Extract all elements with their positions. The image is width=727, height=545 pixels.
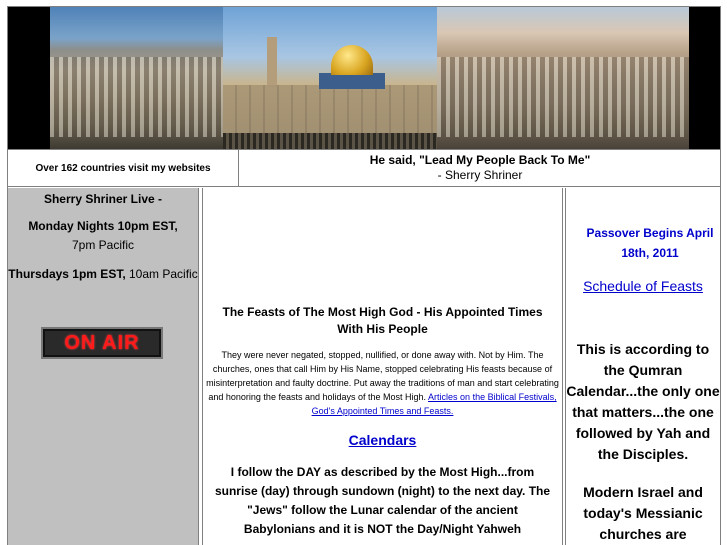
monday-schedule <box>8 217 198 255</box>
calendars-link[interactable]: Calendars <box>348 432 417 448</box>
passover-notice: Passover Begins April 18th, 2011 <box>586 226 714 260</box>
articles-link[interactable]: Articles on the Biblical Festivals, God's Appointed Times and Feasts. <box>311 392 557 416</box>
dome-base <box>319 73 385 89</box>
temple-mount-photo <box>223 7 437 149</box>
city-buildings-texture <box>437 57 689 137</box>
thursday-schedule <box>8 265 198 284</box>
schedule-of-feasts-link[interactable]: Schedule of Feasts <box>583 278 703 294</box>
tower <box>267 37 277 87</box>
live-show-title: Sherry Shriner Live - <box>43 192 163 206</box>
jerusalem-city-photo <box>50 7 223 149</box>
main-content <box>202 188 563 545</box>
crowd <box>223 133 437 149</box>
quote-block <box>240 150 720 186</box>
visits-counter-text: Over 162 countries visit my websites <box>8 150 239 186</box>
monday-pacific: 7pm Pacific <box>71 238 135 252</box>
golden-dome <box>331 45 373 75</box>
monday-time: Monday Nights 10pm EST, <box>28 219 178 233</box>
feasts-heading: The Feasts of The Most High God - His Appointed Times With His People <box>222 305 543 336</box>
thursday-time: Thursdays 1pm EST, <box>8 267 126 281</box>
on-air-button[interactable] <box>41 327 163 359</box>
header-banner <box>8 7 720 149</box>
feasts-body-text: They were never negated, stopped, nullified, or done away with. Not by Him. The churches, ones that call Him by His Name, stopped celebrating His feasts because of misinterpretation and faulty doctrine. Put away the traditions of man and start celebrating and honoring the feasts and holidays of the Most High. <box>206 350 559 402</box>
left-sidebar <box>8 188 199 545</box>
old-city-photo <box>437 7 689 149</box>
qumran-calendar-text: This is according to the Qumran Calendar...the only one that matters...the one followed by Yah and the Disciples. <box>566 341 720 462</box>
modern-israel-text: Modern Israel and today's Messianic churches are <box>583 484 703 542</box>
feasts-description <box>203 348 562 418</box>
day-follow-text: I follow the DAY as described by the Most High...from sunrise (day) through sundown (night) to the next day. The "Jews" follow the Lunar calendar of the ancient Babylonians and it is NOT the Day/Night Yahweh <box>214 465 551 536</box>
western-wall <box>223 85 437 135</box>
thursday-pacific: 10am Pacific <box>129 267 198 281</box>
quote-text: He said, "Lead My People Back To Me" <box>369 153 591 167</box>
info-row <box>8 149 720 187</box>
on-air-label: ON AIR <box>64 331 140 354</box>
city-buildings-texture <box>50 57 223 137</box>
quote-author: - Sherry Shriner <box>437 168 523 182</box>
right-sidebar <box>565 188 720 545</box>
